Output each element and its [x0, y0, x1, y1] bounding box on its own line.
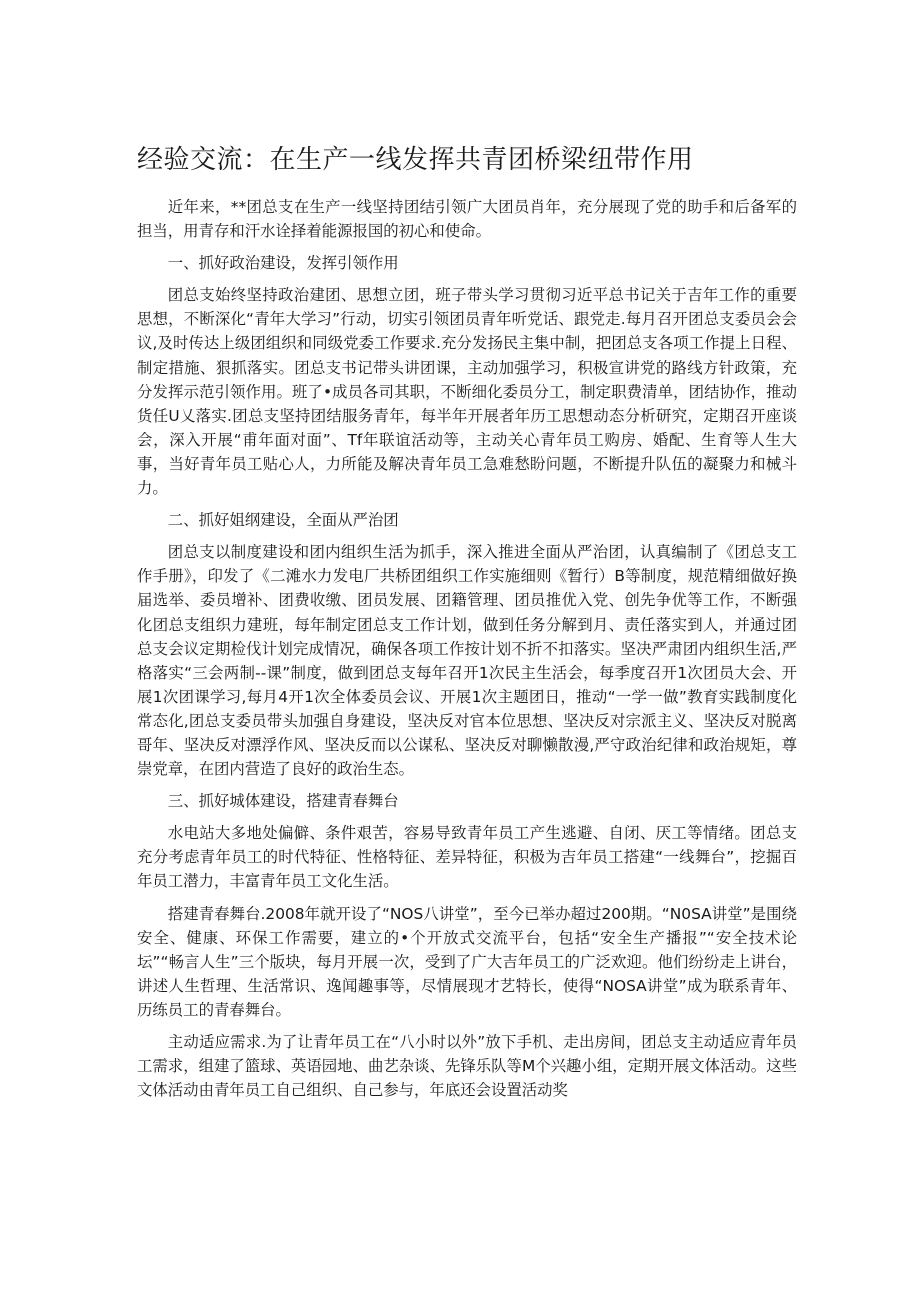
document-body [137, 195, 797, 1102]
document-page [137, 140, 797, 1110]
body-paragraph: 水电站大多地处偏僻、条件艰苦，容易导致青年员工产生逃避、自闭、厌工等情绪。团总支充分考虑青年员工的时代特征、性格特征、差异特征，积极为吉年员工搭建“一线舞台”，挖掘百年员工潜力，丰富青年员工文化生活。 [137, 824, 797, 891]
body-paragraph: 团总支以制度建设和团内组织生活为抓手，深入推进全面从严治团，认真编制了《团总支工作手册》，印发了《二滩水力发电厂共桥团组织工作实施细则《暂行）B等制度，规范精细做好换届选举、委员增补、团费收缴、团员发展、团籍管理、团员推优入党、创先争优等工作，不断强化团总支组织力建班，每年制定团总支工作计划，做到任务分解到月、责任落实到人，并通过团总支会议定期检伐计划完成情况，确保各项工作按计划不折不扣落实。坚决严肃团内组织生活,严格落实“三会两制--课”制度，做到团总支每年召开1次民主生活会，每季度召开1次团员大会、开展1次团课学习,每月4开1次全体委员会议、开展1次主题团日，推动“一学一做”教育实践制度化常态化,团总支委员带头加强自身建设，坚决反对官本位思想、坚决反对宗派主义、坚决反对脱离哥年、坚决反对漂浮作风、坚决反而以公谋私、坚决反对聊懒散漫,严守政治纪律和政治规矩，尊崇党章，在团内营造了良好的政治生态。 [137, 543, 797, 779]
body-paragraph: 搭建青春舞台.2008年就开设了“NOS八讲堂”，至今已举办超过200期。“N0SA讲堂”是围绕安全、健康、环保工作需要，建立的•个开放式交流平台，包括“安全生产播报”“安全技术论坛”“畅言人生”三个版块，每月开展一次，受到了广大吉年员工的广泛欢迎。他们纷纷走上讲台，讲述人生哲理、生活常识、逸闻趣事等，尽情展现才艺特长，使得“NOSA讲堂”成为联系青年、历练员工的青春舞台。 [137, 904, 797, 1019]
body-paragraph: 近年来，**团总支在生产一线坚持团结引领广大团员肖年，充分展现了党的助手和后备军的担当，用青存和汗水诠择着能源报国的初心和使命。 [137, 198, 797, 241]
section-heading: 三、抓好城体建设，搭建青春舞台 [167, 792, 399, 811]
body-paragraph: 团总支始终坚持政治建团、思想立团，班子带头学习贯彻习近平总书记关于吉年工作的重要思想，不断深化“青年大学习”行动，切实引领团员青年听党话、跟党走.每月召开团总支委员会会议,及时传达上级团组织和同级党委工作要求.充分发扬民主集中制，把团总支各项工作提上日程、制定措施、狠抓落实。团总支书记带头讲团课，主动加强学习，积极宣讲党的路线方针政策，充分发挥示范引领作用。班了•成员各司其职，不断细化委员分工，制定职费清单，团结协作，推动货任U乂落实.团总支坚持团结服务青年，每半年开展者年历工思想动态分析研究，定期召开座谈会，深入开展“甫年面对面”、Tf年联谊活动等，主动关心青年员工购房、婚配、生育等人生大事，当好青年员工贴心人，力所能及解决青年员工急难愁盼问题，不断提升队伍的凝聚力和械斗力。 [137, 286, 797, 498]
document-title: 经验交流：在生产一线发挥共青团桥梁纽带作用 [137, 145, 694, 175]
section-heading: 一、抓好政治建设，发挥引领作用 [167, 254, 399, 273]
section-heading: 二、抓好姐纲建设，全面从严治团 [167, 511, 399, 530]
body-paragraph: 主动适应需求.为了让青年员工在“八小时以外”放下手机、走出房间，团总支主动适应青年员工需求，组建了篮球、英语园地、曲艺杂谈、先锋乐队等M个兴趣小组，定期开展文体活动。这些文体活动由青年员工自己组织、自己参与，年底还会设置活动奖 [137, 1033, 797, 1100]
